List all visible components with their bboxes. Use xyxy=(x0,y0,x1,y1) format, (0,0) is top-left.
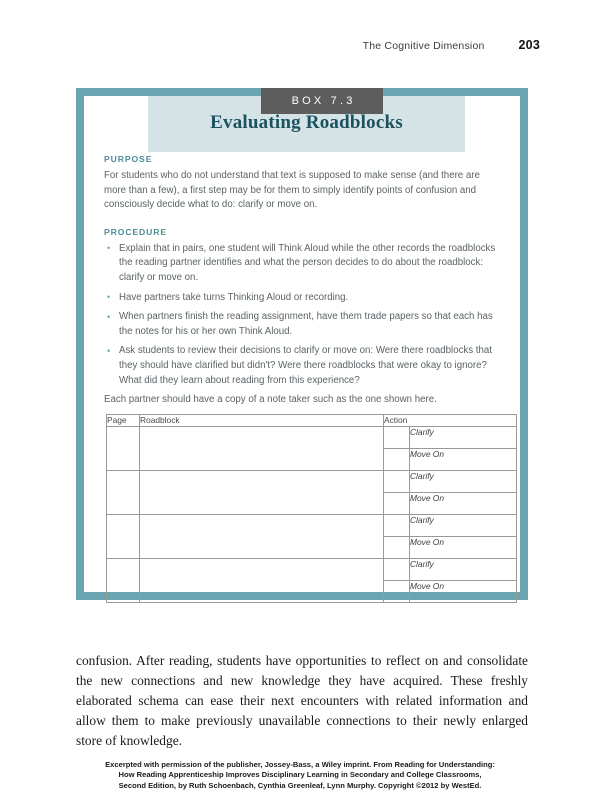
purpose-text: For students who do not understand that text is supposed to make sense (and there are more than a few), a first step may be for them to simply identify points of confusion and consciously decide what to do: clarify or move on. xyxy=(104,170,480,211)
cell-roadblock[interactable] xyxy=(140,515,384,559)
cell-action-checkbox[interactable] xyxy=(384,559,410,581)
cell-action-checkbox[interactable] xyxy=(384,581,410,603)
list-item: • When partners finish the reading assignment, have them trade papers so that each has the notes for his or her own Think Aloud. xyxy=(104,310,502,339)
list-item: • Explain that in pairs, one student will Think Aloud while the other records the roadblocks the reading partner identifies and what the person decides to do about the roadblock: clarify or move on. xyxy=(104,242,502,286)
body-paragraph: confusion. After reading, students have opportunities to reflect on and consolidate the new connections and new knowledge they have acquired. These freshly elaborated schema can ease their next encounters with related information and allow them to make previously unavailable connections to their newly enlarged store of knowledge. xyxy=(76,653,528,749)
box-body xyxy=(104,154,502,408)
cell-page[interactable] xyxy=(107,559,140,603)
cell-roadblock[interactable] xyxy=(140,471,384,515)
cell-action-label: Move On xyxy=(410,449,517,471)
cell-action-label: Clarify xyxy=(410,559,517,581)
cell-action-checkbox[interactable] xyxy=(384,449,410,471)
cell-roadblock[interactable] xyxy=(140,427,384,471)
box-number-label: BOX 7.3 xyxy=(291,95,356,107)
list-item: • Ask students to review their decisions to clarify or move on: Were there roadblocks that they should have clarified but didn't? Were there roadblocks that were okay to ignore? What did they learn about reading from this experience? xyxy=(104,344,502,388)
table-row xyxy=(107,471,517,493)
table-row xyxy=(107,515,517,537)
column-header-roadblock: Roadblock xyxy=(140,415,384,427)
column-header-action: Action xyxy=(384,415,517,427)
procedure-label: PROCEDURE xyxy=(104,226,168,237)
cell-action-label: Clarify xyxy=(410,471,517,493)
feature-box xyxy=(76,88,528,600)
procedure-closing-text: Each partner should have a copy of a note taker such as the one shown here. xyxy=(104,394,437,406)
cell-action-checkbox[interactable] xyxy=(384,427,410,449)
cell-action-checkbox[interactable] xyxy=(384,537,410,559)
running-head-title: The Cognitive Dimension xyxy=(362,40,485,52)
note-taker-table xyxy=(106,414,517,603)
cell-action-label: Move On xyxy=(410,581,517,603)
cell-roadblock[interactable] xyxy=(140,559,384,603)
table-header-row xyxy=(107,415,517,427)
table-row xyxy=(107,559,517,581)
cell-action-label: Clarify xyxy=(410,515,517,537)
cell-page[interactable] xyxy=(107,515,140,559)
footer-credit-line: Second Edition, by Ruth Schoenbach, Cynthia Greenleaf, Lynn Murphy. Copyright ©2012 by WestEd. xyxy=(118,780,482,790)
list-item: • Have partners take turns Thinking Aloud or recording. xyxy=(104,291,502,306)
page-number: 203 xyxy=(518,38,540,52)
cell-action-checkbox[interactable] xyxy=(384,471,410,493)
box-title: Evaluating Roadblocks xyxy=(210,112,403,133)
cell-action-checkbox[interactable] xyxy=(384,515,410,537)
cell-action-label: Move On xyxy=(410,537,517,559)
footer-credit-line: Excerpted with permission of the publisher, Jossey-Bass, a Wiley imprint. From Reading for Understanding: xyxy=(105,760,495,769)
cell-page[interactable] xyxy=(107,427,140,471)
cell-action-label: Move On xyxy=(410,493,517,515)
footer-credit-line: How Reading Apprenticeship Improves Disciplinary Learning in Secondary and College Classrooms, xyxy=(118,770,482,780)
footer-credit xyxy=(50,760,550,791)
procedure-list xyxy=(104,242,502,388)
cell-page[interactable] xyxy=(107,471,140,515)
running-head xyxy=(60,38,540,52)
purpose-label: PURPOSE xyxy=(104,154,153,164)
column-header-page: Page xyxy=(107,415,140,427)
box-number-tab xyxy=(261,88,383,114)
cell-action-label: Clarify xyxy=(410,427,517,449)
table-row xyxy=(107,427,517,449)
cell-action-checkbox[interactable] xyxy=(384,493,410,515)
feature-box-inner xyxy=(84,96,520,592)
